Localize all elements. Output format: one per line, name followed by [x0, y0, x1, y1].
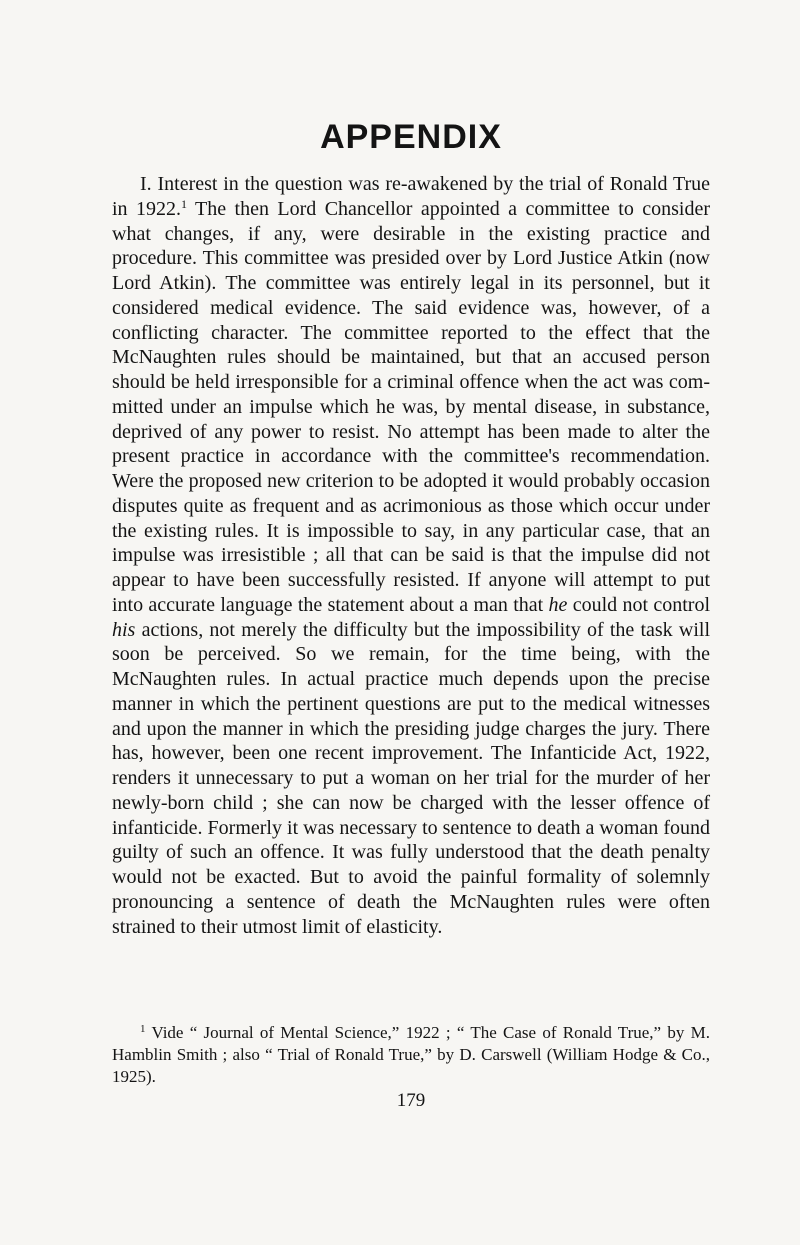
- main-paragraph: [112, 172, 710, 939]
- paragraph-text-end: actions, not merely the difficulty but the impossibility of the task will soon be perceived. So we remain, for the time being, with the McNaughten rules. In actual practice much depends upon the precise manner in which the pertinent questions are put to the medical witnesses and upon the manner in which the presiding judge charges the jury. There has, however, been one recent improvement. The Infanticide Act, 1922, renders it unnecessary to put a woman on her trial for the murder of her newly-born child ; she can now be charged with the lesser offence of infanticide. Formerly it was necessary to sentence to death a woman found guilty of such an offence. It was fully understood that the death penalty would not be exacted. But to avoid the painful formality of solemnly pronouncing a sentence of death the McNaughten rules were often strained to their utmost limit of elasticity.: [112, 618, 711, 938]
- page-number: 179: [396, 1090, 426, 1111]
- italic-his: his: [112, 618, 136, 641]
- footnote: [112, 1022, 710, 1088]
- paragraph-text-mid: could not control: [572, 593, 710, 616]
- footnote-marker: 1: [140, 1023, 146, 1035]
- italic-he: he: [548, 593, 568, 616]
- footnote-text: Vide “ Journal of Mental Science,” 1922 ; “ The Case of Ronald True,” by M. Hamblin Smith ; also “ Trial of Ronald True,” by D. Carswell (William Hodge & Co., 1925).: [112, 1023, 710, 1086]
- paragraph-text-opening: Interest in the question was re-awakened by the trial of Ronald True in 1922.: [112, 173, 711, 220]
- paragraph-text-body: The then Lord Chancellor appointed a committee to consider what changes, if any, were desirable in the existing practice and procedure. This committee was presided over by Lord Justice Atkin (now Lord Atkin). The committee was entirely legal in its personnel, but it considered medical evidence. The said evidence was, however, of a conflicting character. The committee reported to the effect that the McNaughten rules should be maintained, but that an accused person should be held irresponsible for a criminal offence when the act was com- mitted under an impulse which he was, by mental disease, in substance, deprived of any power to resist. No attempt has been made to alter the present practice in accordance with the committee's recommendation. Were the proposed new criterion to be adopted it would probably occasion disputes quite as frequent and as acrimonious as those which occur under the existing rules. It is impossible to say, in any particular case, that an impulse was irresistible ; all that can be said is that the impulse did not appear to have been successfully resisted. If anyone will attempt to put into accurate language the statement about a man that: [112, 197, 711, 616]
- page-title: APPENDIX: [320, 118, 502, 156]
- paragraph-number: I.: [140, 173, 152, 195]
- footnote-reference: 1: [180, 196, 187, 211]
- book-page: [112, 0, 710, 1245]
